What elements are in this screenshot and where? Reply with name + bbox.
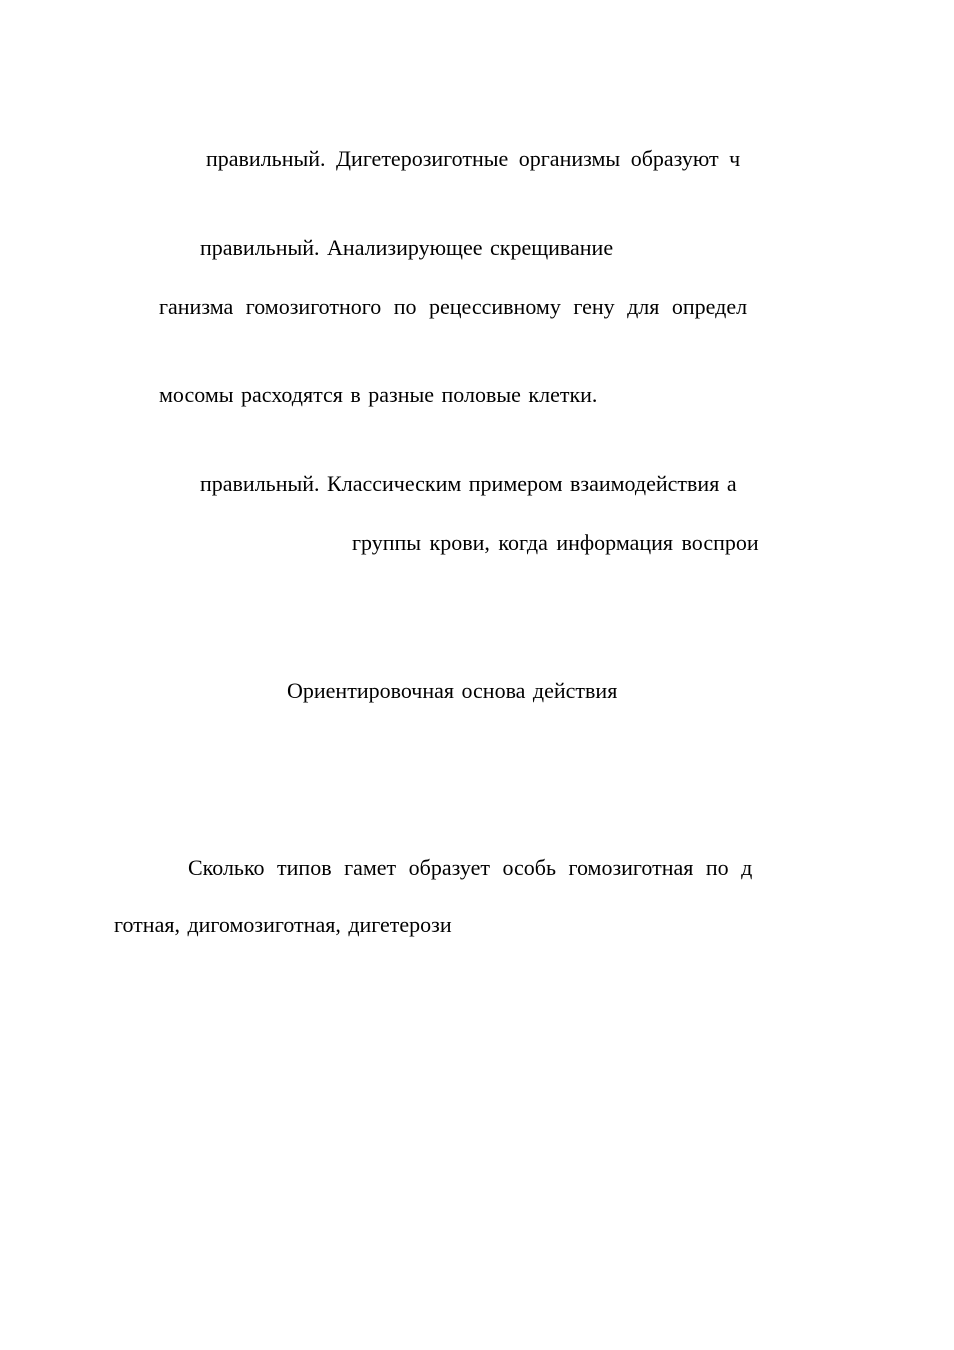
question-line-1: Сколько типов гамет образует особь гомозиготная по д (188, 855, 753, 880)
section-heading: Ориентировочная основа действия (287, 678, 618, 703)
text-line-3: ганизма гомозиготного по рецессивному гену для определ (159, 294, 748, 319)
text-line-6: группы крови, когда информация воспрои (352, 530, 759, 555)
text-line-2: правильный. Анализирующее скрещивание (200, 235, 614, 260)
text-line-4: мосомы расходятся в разные половые клетки. (159, 382, 598, 407)
text-line-5: правильный. Классическим примером взаимодействия а (200, 471, 737, 496)
question-line-2: готная, дигомозиготная, дигетерози (114, 912, 452, 937)
text-line-1: правильный. Дигетерозиготные организмы образуют ч (206, 146, 741, 171)
